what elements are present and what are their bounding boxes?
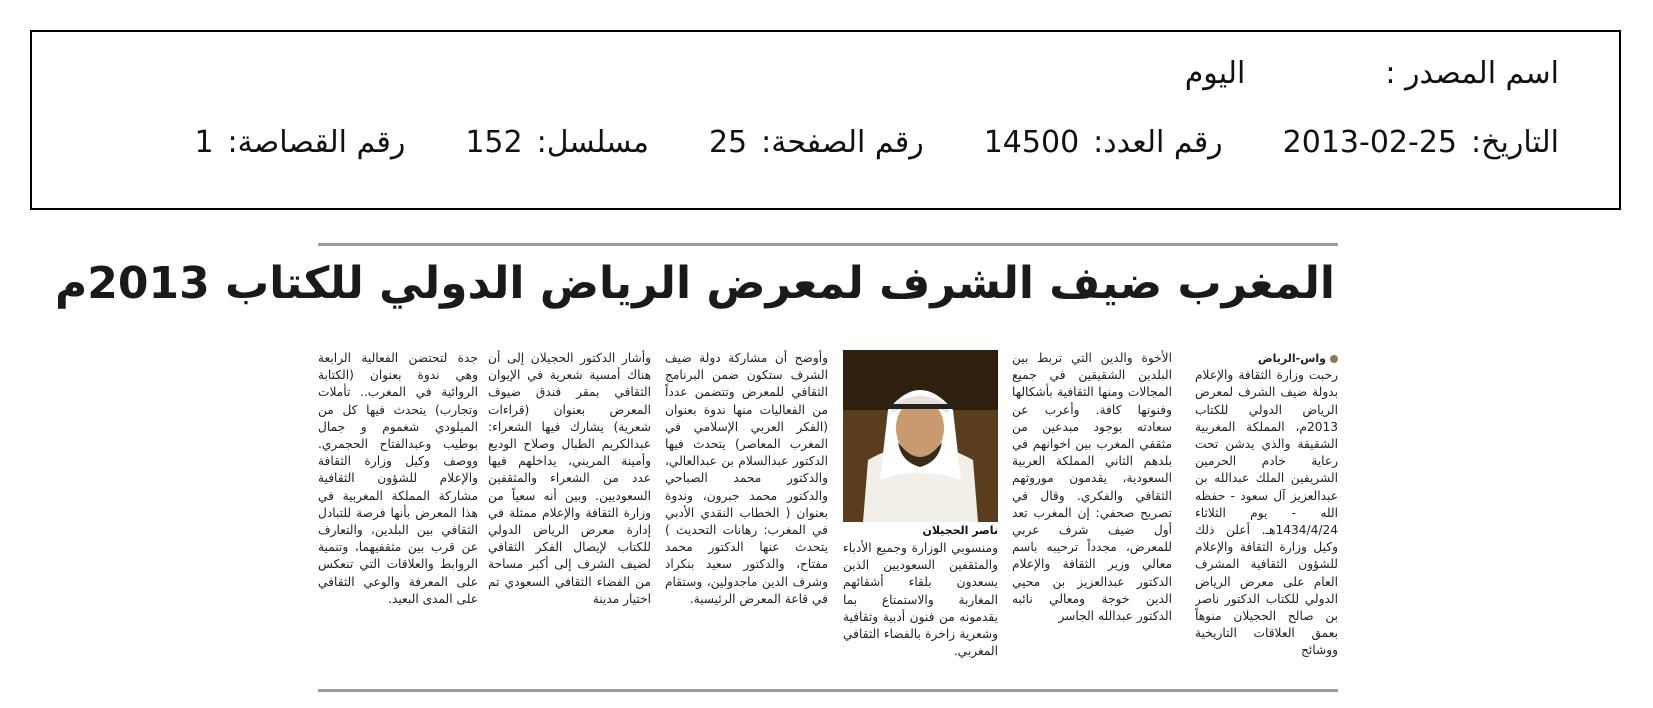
article-column-4	[665, 350, 828, 685]
article-headline: المغرب ضيف الشرف لمعرض الرياض الدولي للكتاب 2013م	[54, 258, 1335, 309]
bottom-divider	[318, 689, 1338, 692]
date-value: 2013-02-25	[1282, 125, 1458, 160]
byline-text: واس-الرياض	[1257, 352, 1326, 365]
column-4-text: وأوضح أن مشاركة دولة ضيف الشرف ستكون ضمن البرنامج الثقافي للمعرض وتتضمن عدداً من الفعاليات منها ندوة بعنوان (الفكر العربي الإسلامي في المغرب المعاصر) يتحدث فيها الدكتور عبدالسلام بن عبدالعالي، والدكتور محمد الصباحي والدكتور محمد جبرون، وندوة بعنوان ( الخطاب النقدي الأدبي في المغرب: رهانات التحديث ) يتحدث عنها الدكتور محمد مفتاح، والدكتور سعيد بنكراد وشرف الدين ماجدولين، وستقام في قاعة المعرض الرئيسية.	[665, 351, 828, 606]
issue-label: رقم العدد:	[1093, 125, 1223, 160]
column-3-text: ومنسوبي الوزارة وجميع الأدباء والمثقفين السعوديين الذين يسعدون بلقاء أشقائهم المغاربة والاستمتاع بما يقدمونه من فنون أدبية وثقافية وشعرية زاخرة بالفضاء الثقافي المغربي.	[843, 541, 998, 659]
clip-value: 1	[194, 125, 214, 160]
clipping-info-box	[30, 30, 1621, 210]
article-column-6	[318, 350, 478, 685]
top-divider	[318, 243, 1338, 246]
serial-value: 152	[465, 125, 523, 160]
clip-label: رقم القصاصة:	[227, 125, 406, 160]
photo-column	[843, 350, 998, 685]
column-2-text: الأخوة والدين التي تربط بين البلدين الشقيقين في جميع المجالات ومنها الثقافية بأشكالها وفنونها كافة. وأعرب عن سعادته بوجود مبدعين من مثقفي المغرب بين اخوانهم في بلدهم الثاني المملكة العربية السعودية، يقدمون موروثهم الثقافي والفكري. وقال في تصريح صحفي: إن المغرب تعد أول ضيف شرف عربي للمعرض، مجدداً ترحيبه باسم معالي وزير الثقافة والإعلام الدكتور عبدالعزيز بن محيي الدين خوجة ومعالي نائبه الدكتور عبدالله الجاسر	[1012, 351, 1172, 624]
source-label: اسم المصدر :	[1385, 56, 1559, 91]
column-1-text: رحبت وزارة الثقافة والإعلام بدولة ضيف الشرف لمعرض الرياض الدولي للكتاب 2013م، المملكة المغربية الشقيقة والذي يدشن تحت رعاية خادم الحرمين الشريفين الملك عبدالله بن عبدالعزيز آل سعود - حفظه الله - يوم الثلاثاء 1434/4/24هـ. أعلن ذلك وكيل وزارة الثقافة والإعلام للشؤون الثقافية المشرف العام على معرض الرياض الدولي للكتاب الدكتور ناصر بن صالح الحجيلان منوهاً بعمق العلاقات التاريخية ووشائج	[1195, 368, 1338, 658]
source-value: اليوم	[1184, 56, 1246, 91]
article-column-3	[843, 540, 998, 685]
page-value: 25	[708, 125, 748, 160]
issue-value: 14500	[983, 125, 1080, 160]
byline	[1195, 350, 1338, 367]
portrait-photo	[843, 350, 998, 522]
source-row	[1185, 56, 1559, 91]
page-label: رقم الصفحة:	[761, 125, 924, 160]
column-5-text: وأشار الدكتور الحجيلان إلى أن هناك أمسية شعرية في الإيوان الثقافي بمقر فندق ضيوف المعرض بعنوان (قراءات شعرية) يشارك فيها الشعراء: عبدالكريم الطبال وصلاح الوديع وأمينة المريني، يداخلهم فيها عدد من الشعراء والمثقفين السعوديين. وبين أنه سعياً من وزارة الثقافة والإعلام ممثلة في إدارة معرض الرياض الدولي للكتاب لإيصال الفكر الثقافي لضيف الشرف إلى أكبر مساحة من الفضاء الثقافي السعودي تم اختيار مدينة	[488, 351, 651, 606]
article-column-1	[1195, 350, 1338, 685]
article-column-5	[488, 350, 651, 685]
bullet-icon	[1330, 355, 1338, 363]
column-6-text: جدة لتحتضن الفعالية الرابعة وهي ندوة بعنوان (الكتابة الروائية في المغرب.. تأملات وتجارب) يتحدث فيها كل من الميلودي شغموم و جمال بوطيب وعبدالفتاح الحجمري. ووصف وكيل وزارة الثقافة والإعلام للشؤون الثقافية مشاركة المملكة المغربية في هذا المعرض بأنها فرصة للتبادل الثقافي بين البلدين، والتعارف عن قرب بين مثقفيهما، وتنمية الروابط والعلاقات التي تنعكس على المعرفة والوعي الثقافي على المدى البعيد.	[318, 351, 478, 606]
date-label: التاريخ:	[1471, 125, 1559, 160]
details-row	[194, 125, 1559, 160]
portrait-illustration	[843, 350, 998, 522]
photo-caption: ناصر الحجيلان	[922, 524, 998, 537]
article-column-2	[1012, 350, 1172, 685]
serial-label: مسلسل:	[536, 125, 649, 160]
